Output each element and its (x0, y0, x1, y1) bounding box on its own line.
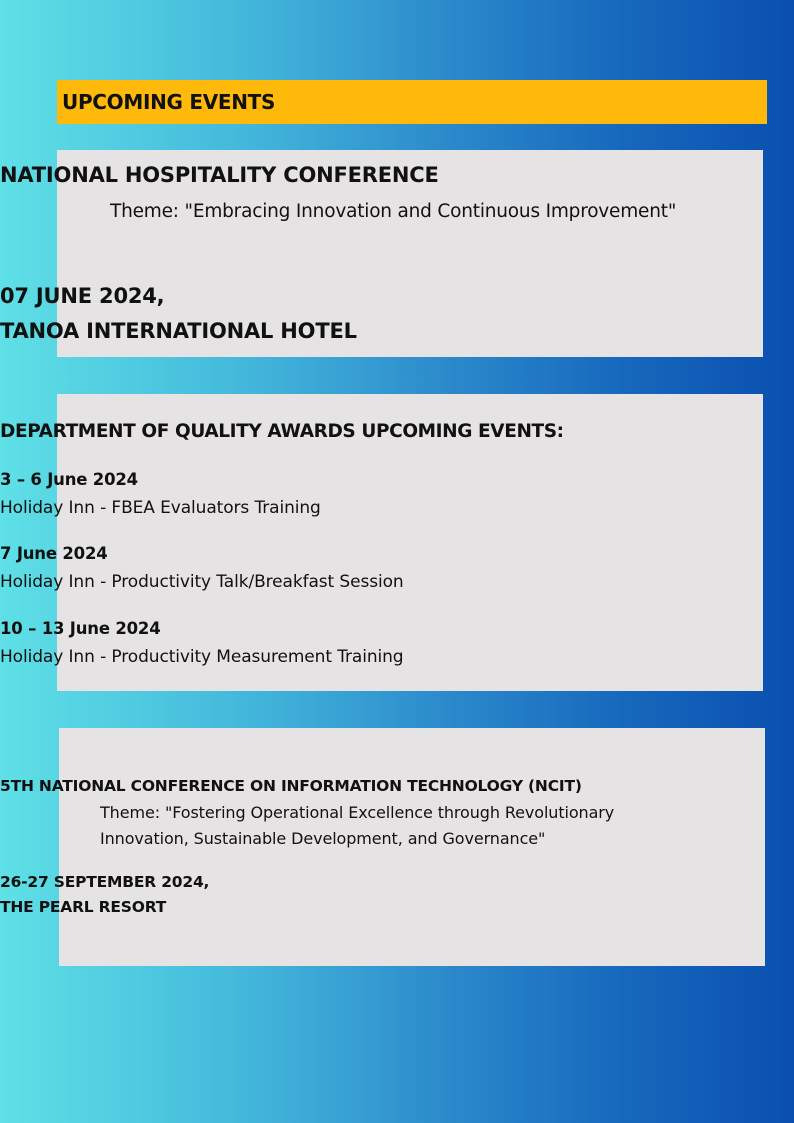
it-conference-venue: THE PEARL RESORT (0, 898, 167, 916)
event-description: Holiday Inn - Productivity Measurement Training (0, 647, 404, 667)
upcoming-events-banner (57, 80, 767, 124)
quality-awards-title: DEPARTMENT OF QUALITY AWARDS UPCOMING EVENTS: (0, 421, 564, 442)
hospitality-conference-date: 07 JUNE 2024, (0, 284, 165, 308)
event-date: 10 – 13 June 2024 (0, 619, 161, 638)
hospitality-conference-title: NATIONAL HOSPITALITY CONFERENCE (0, 163, 439, 187)
banner-title: UPCOMING EVENTS (62, 90, 276, 114)
event-date: 7 June 2024 (0, 544, 108, 563)
it-conference-title: 5TH NATIONAL CONFERENCE ON INFORMATION TECHNOLOGY (NCIT) (0, 777, 582, 795)
event-description: Holiday Inn - Productivity Talk/Breakfast Session (0, 572, 404, 592)
hospitality-conference-theme: Theme: "Embracing Innovation and Continuous Improvement" (110, 201, 677, 222)
it-conference-theme: Theme: "Fostering Operational Excellence through Revolutionary Innovation, Sustainable Development, and Governance" (100, 803, 615, 848)
it-conference-date: 26-27 SEPTEMBER 2024, (0, 873, 210, 891)
event-description: Holiday Inn - FBEA Evaluators Training (0, 498, 321, 518)
hospitality-conference-venue: TANOA INTERNATIONAL HOTEL (0, 319, 357, 343)
event-date: 3 – 6 June 2024 (0, 470, 138, 489)
